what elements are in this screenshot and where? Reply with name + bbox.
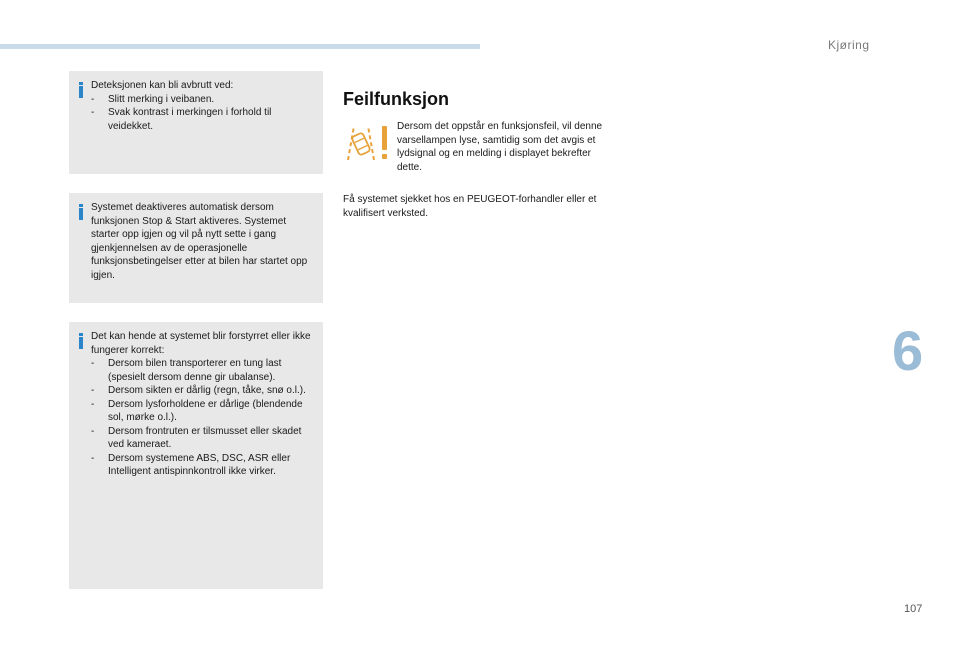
note-intro: Systemet deaktiveres automatisk dersom funksjonen Stop & Start aktiveres. Systemet starter opp igjen og vil på nytt sette i gang gjenkjennelsen av de operasjonelle funksjonsbetingelser etter at bilen har startet opp igjen.	[91, 202, 308, 281]
section-heading: Feilfunksjon	[343, 89, 450, 109]
info-note-detection	[69, 71, 323, 174]
chapter-title: Kjøring	[828, 38, 870, 52]
info-icon	[78, 204, 83, 220]
list-item: - Svak kontrast i merkingen i forhold til veidekket.	[91, 107, 272, 132]
info-icon	[78, 82, 83, 98]
header-accent-bar	[0, 44, 480, 49]
note-intro: Deteksjonen kan bli avbrutt ved:	[91, 80, 234, 91]
service-advice: Få systemet sjekket hos en PEUGEOT-forhandler eller et kvalifisert verksted.	[343, 194, 597, 219]
lane-departure-warning-icon	[344, 120, 394, 164]
info-icon	[78, 333, 83, 349]
list-item: - Dersom bilen transporterer en tung last (spesielt dersom denne gir ubalanse).	[91, 358, 282, 383]
list-item: - Dersom systemene ABS, DSC, ASR eller Intelligent antispinnkontroll ikke virker.	[91, 452, 291, 477]
list-item: - Slitt merking i veibanen.	[91, 93, 215, 105]
chapter-number: 6	[892, 319, 924, 382]
page-number: 107	[904, 603, 923, 615]
note-list	[91, 357, 313, 479]
list-item: - Dersom lysforholdene er dårlige (blendende sol, mørke o.l.).	[91, 398, 303, 423]
note-intro: Det kan hende at systemet blir forstyrret eller ikke fungerer korrekt:	[91, 331, 311, 356]
list-item: - Dersom frontruten er tilsmusset eller skadet ved kameraet.	[91, 425, 302, 450]
info-note-disturbances	[69, 322, 323, 589]
warning-description: Dersom det oppstår en funksjonsfeil, vil denne varsellampen lyse, samtidig som det avgis et lydsignal og en melding i displayet bekrefter dette.	[397, 121, 603, 173]
list-item: - Dersom sikten er dårlig (regn, tåke, snø o.l.).	[91, 385, 306, 396]
info-note-stop-start	[69, 193, 323, 303]
note-list	[91, 93, 313, 134]
